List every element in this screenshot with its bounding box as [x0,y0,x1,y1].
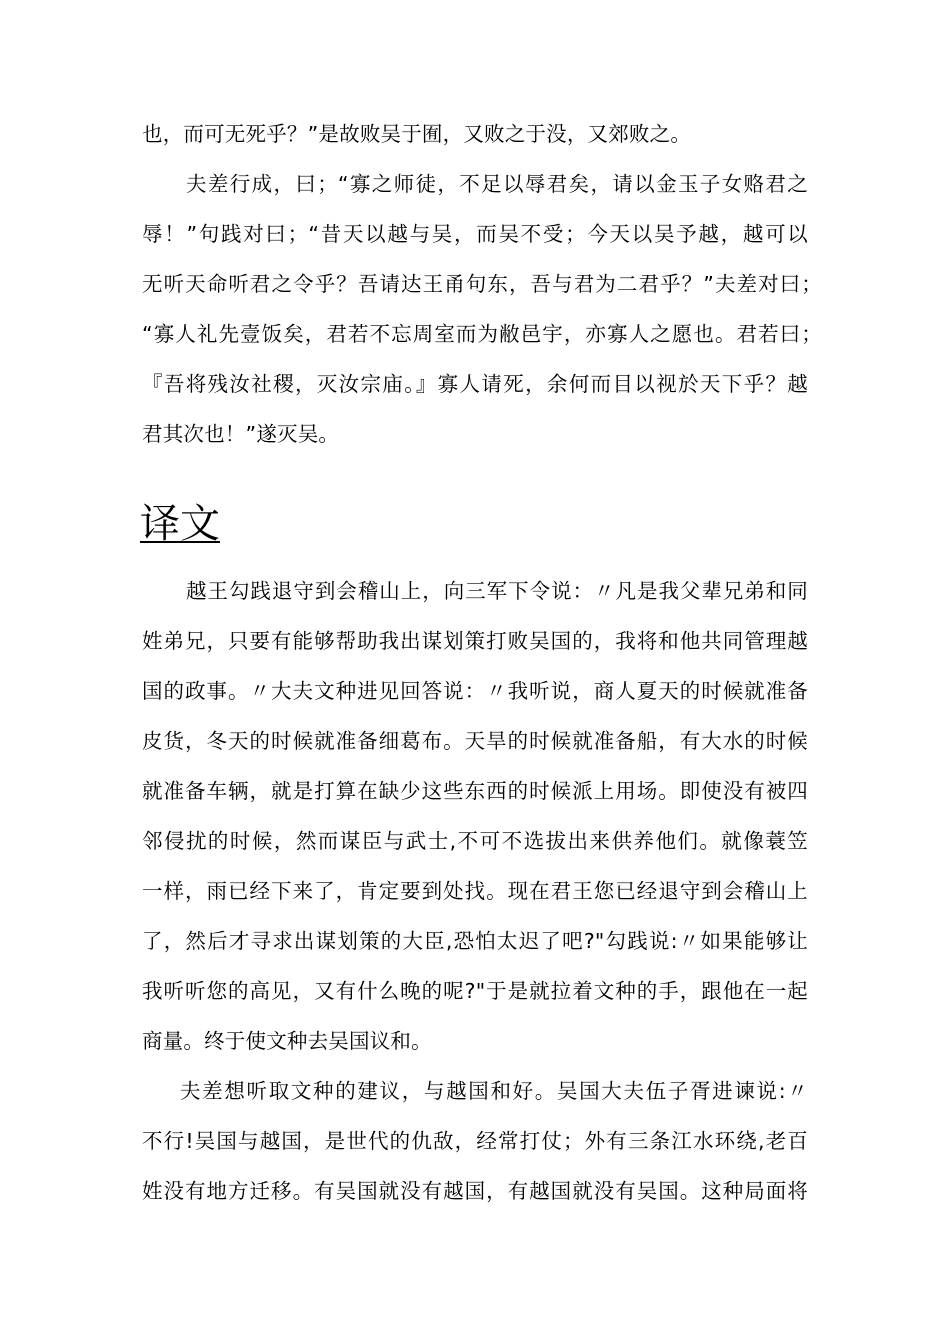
original-line-3: 辱！”句践对曰；“昔天以越与吴，而吴不受；今天以吴予越，越可以 [142,222,808,246]
translation-line-8: 了，然后才寻求出谋划策的大臣,恐怕太迟了吧?"勾践说:〃如果能够让 [142,929,808,953]
translation-line-4: 皮货，冬天的时候就准备细葛布。天旱的时候就准备船，有大水的时候 [142,729,808,753]
translation-line-2: 姓弟兄，只要有能够帮助我出谋划策打败吴国的，我将和他共同管理越 [142,629,808,653]
translation-line-13: 姓没有地方迁移。有吴国就没有越国，有越国就没有吴国。这种局面将 [142,1179,808,1203]
original-line-1: 也，而可无死乎？”是故败吴于囿，又败之于没，又郊败之。 [142,122,692,146]
original-line-2: 夫差行成，曰；“寡之师徒，不足以辱君矣，请以金玉子女赂君之 [186,172,808,196]
original-line-5: “寡人礼先壹饭矣，君若不忘周室而为敝邑宇，亦寡人之愿也。君若曰； [142,322,822,346]
original-line-6: 『吾将残汝社稷，灭汝宗庙。』寡人请死，余何而目以视於天下乎？越 [142,372,808,396]
translation-line-12: 不行!吴国与越国，是世代的仇敌，经常打仗；外有三条江水环绕,老百 [142,1129,808,1153]
original-line-4: 无听天命听君之令乎？吾请达王甬句东，吾与君为二君乎？”夫差对曰； [142,272,822,296]
translation-line-11: 夫差想听取文种的建议，与越国和好。吴国大夫伍子胥进谏说:〃 [180,1079,808,1103]
translation-line-5: 就准备车辆，就是打算在缺少这些东西的时候派上用场。即使没有被四 [142,779,808,803]
translation-line-6: 邻侵扰的时候，然而谋臣与武士,不可不选拔出来供养他们。就像蓑笠 [142,829,808,853]
translation-line-9: 我听听您的高见，又有什么晚的呢?"于是就拉着文种的手，跟他在一起 [142,979,808,1003]
translation-line-1: 越王勾践退守到会稽山上，向三军下令说：〃凡是我父辈兄弟和同 [186,579,808,603]
translation-line-7: 一样，雨已经下来了，肯定要到处找。现在君王您已经退守到会稽山上 [142,879,808,903]
translation-line-10: 商量。终于使文种去吴国议和。 [142,1029,432,1053]
translation-heading: 译文 [140,501,220,547]
translation-line-3: 国的政事。〃大夫文种进见回答说：〃我听说，商人夏天的时候就准备 [142,679,808,703]
original-line-7: 君其次也！”遂灭吴。 [142,422,340,446]
